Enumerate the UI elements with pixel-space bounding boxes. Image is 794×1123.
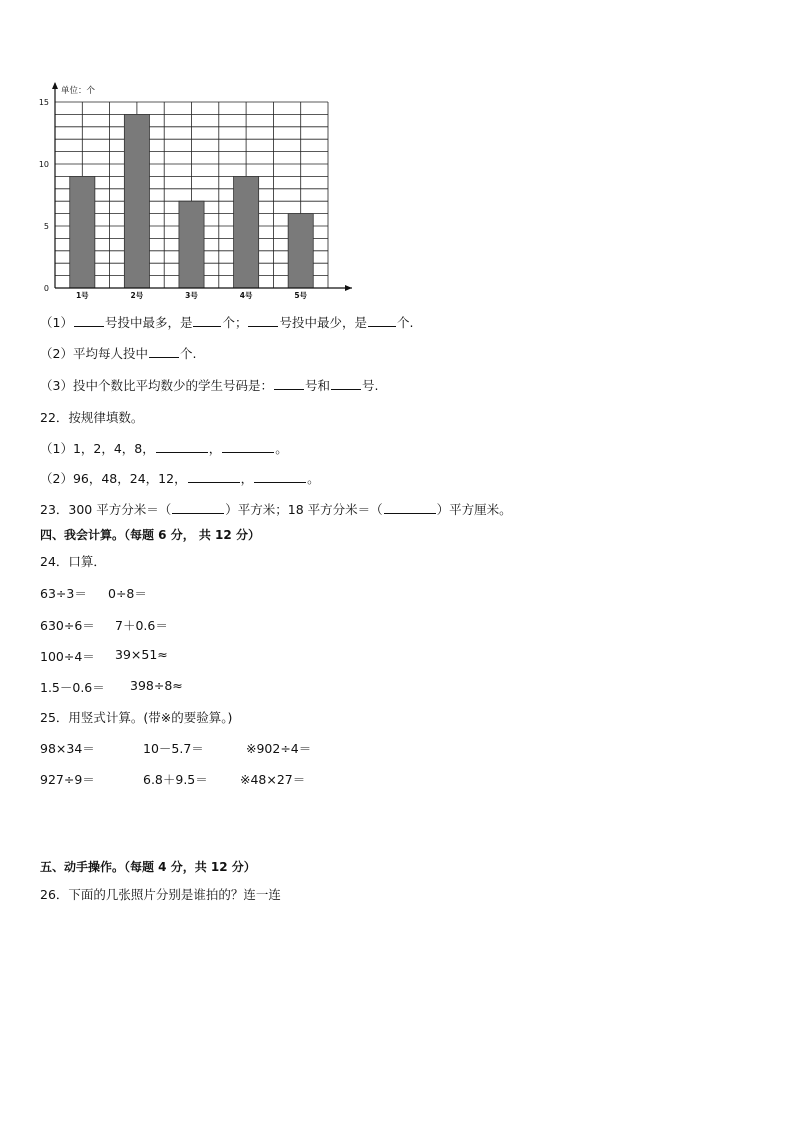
q25-title: 25．用竖式计算。(带※的要验算。) <box>40 710 233 725</box>
answer-blank[interactable] <box>193 325 221 327</box>
q23 <box>40 500 512 518</box>
q21-part3 <box>40 376 378 394</box>
q25-item: 6.8＋9.5＝ <box>143 772 208 787</box>
q25-item: ※902÷4＝ <box>246 741 312 756</box>
q21-p3-text2: 号和 <box>304 378 330 393</box>
q22-p1-sequence: （1）1，2，4，8， <box>40 441 155 456</box>
answer-blank[interactable] <box>331 388 361 390</box>
q21-p1-text1: 号投中最多，是 <box>104 315 193 330</box>
x-tick-label: 2号 <box>130 291 144 300</box>
q21-part1 <box>40 313 413 331</box>
x-tick-label: 1号 <box>75 291 89 300</box>
q24-item: 630÷6＝ <box>40 618 95 633</box>
answer-blank[interactable] <box>274 388 304 390</box>
unit-label: 单位：个 <box>61 86 96 96</box>
q25-item: 98×34＝ <box>40 741 95 756</box>
q21-p2-text2: 个. <box>179 346 197 361</box>
x-tick-label: 5号 <box>294 291 308 300</box>
q23-text2: ）平方米；18 平方分米＝（ <box>225 502 383 517</box>
q23-text1: 23．300 平方分米＝（ <box>40 502 172 517</box>
q25-item: ※48×27＝ <box>240 772 306 787</box>
x-tick-label: 4号 <box>239 291 253 300</box>
y-tick-label: 5 <box>43 222 49 231</box>
bar-5号 <box>288 214 313 288</box>
q21-p3-text1: （3）投中个数比平均数少的学生号码是： <box>40 378 273 393</box>
answer-blank[interactable] <box>149 356 179 358</box>
q22-part2 <box>40 469 320 487</box>
q26-title: 26．下面的几张照片分别是谁拍的？连一连 <box>40 887 281 902</box>
answer-blank[interactable] <box>188 481 240 483</box>
bar-2号 <box>124 114 149 288</box>
q22-p2-sequence: （2）96，48，24，12， <box>40 471 187 486</box>
q22-p1-sep: ， <box>208 441 222 456</box>
q25-item: 10－5.7＝ <box>143 741 204 756</box>
y-tick-label: 10 <box>38 160 49 169</box>
q22-p2-end: 。 <box>307 471 320 486</box>
q21-part2 <box>40 344 196 362</box>
q22-p2-sep: ， <box>240 471 254 486</box>
q21-p1-prefix: （1） <box>40 315 73 330</box>
bar-3号 <box>179 201 204 288</box>
q22-part1 <box>40 439 288 457</box>
answer-blank[interactable] <box>74 325 104 327</box>
x-tick-label: 3号 <box>185 291 198 300</box>
q21-p2-text1: （2）平均每人投中 <box>40 346 148 361</box>
q21-p1-text3: 号投中最少，是 <box>279 315 367 330</box>
x-axis-arrow <box>345 285 352 291</box>
q24-title: 24．口算． <box>40 554 106 569</box>
answer-blank[interactable] <box>222 451 274 453</box>
bar-chart <box>30 80 360 305</box>
q21-p1-text2: 个； <box>222 315 248 330</box>
q24-item: 0÷8＝ <box>108 586 147 601</box>
y-tick-label: 0 <box>43 284 49 293</box>
answer-blank[interactable] <box>368 325 396 327</box>
answer-blank[interactable] <box>156 451 208 453</box>
answer-blank[interactable] <box>384 512 436 514</box>
bar-1号 <box>70 176 95 288</box>
answer-blank[interactable] <box>248 325 278 327</box>
answer-blank[interactable] <box>254 481 306 483</box>
q24-item: 39×51≈ <box>115 647 168 662</box>
answer-blank[interactable] <box>172 512 224 514</box>
section-4-heading: 四、我会计算。（每题 6 分， 共 12 分） <box>40 528 260 542</box>
q24-item: 398÷8≈ <box>130 678 183 693</box>
y-axis-arrow <box>52 82 58 89</box>
q23-text3: ）平方厘米。 <box>436 502 512 517</box>
q24-item: 7＋0.6＝ <box>115 618 168 633</box>
q22-title: 22．按规律填数。 <box>40 410 144 425</box>
q22-p1-end: 。 <box>275 441 288 456</box>
q21-p3-text3: 号. <box>361 378 379 393</box>
bar-4号 <box>234 176 259 288</box>
q24-item: 1.5－0.6＝ <box>40 680 105 695</box>
q24-item: 63÷3＝ <box>40 586 87 601</box>
q24-item: 100÷4＝ <box>40 649 95 664</box>
q25-item: 927÷9＝ <box>40 772 95 787</box>
q21-p1-text4: 个. <box>397 315 414 330</box>
section-5-heading: 五、动手操作。（每题 4 分，共 12 分） <box>40 860 256 874</box>
y-tick-label: 15 <box>38 98 49 107</box>
